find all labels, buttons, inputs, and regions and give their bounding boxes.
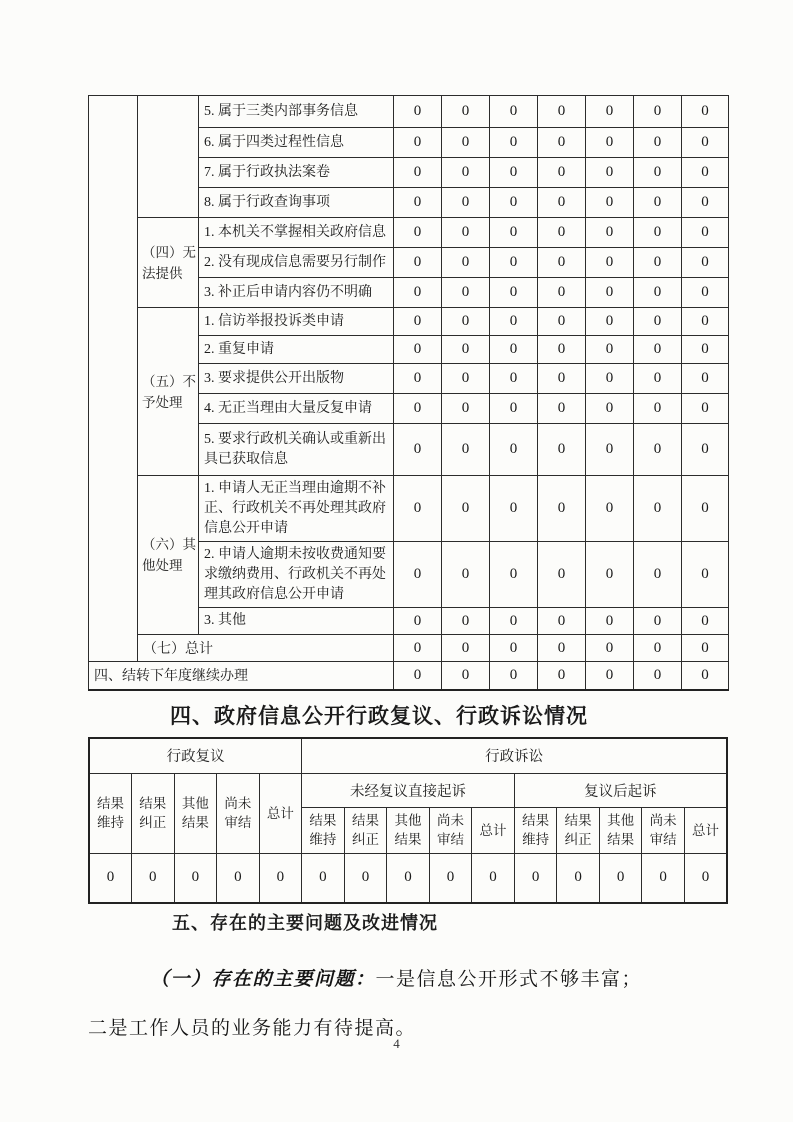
value-cell: 0 [442,308,490,336]
value-cell: 0 [682,188,729,218]
value-cell: 0 [634,278,682,308]
value-cell: 0 [682,96,729,128]
value-cell: 0 [490,218,538,248]
value-cell: 0 [557,853,600,903]
value-cell: 0 [394,218,442,248]
value-cell: 0 [387,853,430,903]
sub-group-header-row [89,773,727,807]
value-cell: 0 [490,364,538,394]
value-cell: 0 [634,308,682,336]
value-cell: 0 [634,188,682,218]
table-row [89,96,729,128]
value-cell: 0 [394,336,442,364]
value-cell: 0 [586,635,634,662]
value-cell: 0 [490,336,538,364]
value-cell: 0 [586,218,634,248]
row-label: 4. 无正当理由大量反复申请 [199,394,394,424]
value-cell: 0 [394,158,442,188]
value-cell: 0 [538,218,586,248]
value-cell: 0 [586,188,634,218]
row-label: 8. 属于行政查询事项 [199,188,394,218]
value-cell: 0 [682,336,729,364]
value-cell: 0 [394,248,442,278]
value-cell: 0 [538,336,586,364]
value-cell: 0 [442,394,490,424]
sub-header-cell: 其他结果 [387,807,430,853]
value-cell: 0 [538,278,586,308]
value-cell: 0 [642,853,685,903]
sub-header-cell: 结果维持 [302,807,345,853]
value-cell: 0 [490,128,538,158]
value-cell: 0 [490,608,538,635]
section-4-heading: 四、政府信息公开行政复议、行政诉讼情况 [170,705,588,728]
value-cell: 0 [634,394,682,424]
row-label: 1. 申请人无正当理由逾期不补正、行政机关不再处理其政府信息公开申请 [199,476,394,542]
values-row [89,853,727,903]
row-label: 5. 要求行政机关确认或重新出具已获取信息 [199,424,394,476]
sub-header-cell: 结果纠正 [557,807,600,853]
value-cell: 0 [490,394,538,424]
value-cell: 0 [514,853,557,903]
value-cell: 0 [442,278,490,308]
value-cell: 0 [394,364,442,394]
value-cell: 0 [682,608,729,635]
value-cell: 0 [442,608,490,635]
value-cell: 0 [538,608,586,635]
value-cell: 0 [490,158,538,188]
value-cell: 0 [682,248,729,278]
value-cell: 0 [538,128,586,158]
value-cell: 0 [682,476,729,542]
value-cell: 0 [634,158,682,188]
table-row [89,218,729,248]
value-cell: 0 [586,336,634,364]
value-cell: 0 [442,476,490,542]
sub-header-cell: 总计 [259,773,302,853]
value-cell: 0 [682,662,729,690]
row-label: 7. 属于行政执法案卷 [199,158,394,188]
value-cell: 0 [394,476,442,542]
value-cell: 0 [586,394,634,424]
value-cell: 0 [634,336,682,364]
value-cell: 0 [538,158,586,188]
value-cell: 0 [634,128,682,158]
value-cell: 0 [490,278,538,308]
table-row-total [89,635,729,662]
value-cell: 0 [394,278,442,308]
value-cell: 0 [394,394,442,424]
sub-header-cell: 尚未审结 [642,807,685,853]
value-cell: 0 [682,424,729,476]
value-cell: 0 [490,308,538,336]
value-cell: 0 [442,336,490,364]
value-cell: 0 [394,188,442,218]
value-cell: 0 [259,853,302,903]
value-cell: 0 [442,635,490,662]
table-row [89,308,729,336]
value-cell: 0 [394,542,442,608]
row-label: 1. 信访举报投诉类申请 [199,308,394,336]
row-label: 3. 其他 [199,608,394,635]
value-cell: 0 [586,158,634,188]
value-cell: 0 [394,635,442,662]
value-cell: 0 [490,424,538,476]
value-cell: 0 [634,608,682,635]
value-cell: 0 [344,853,387,903]
value-cell: 0 [442,364,490,394]
sub-header-cell: 尚未审结 [429,807,472,853]
row-label: 3. 补正后申请内容仍不明确 [199,278,394,308]
value-cell: 0 [586,608,634,635]
empty-category-cell [138,96,199,218]
sub-header-cell: 其他结果 [174,773,217,853]
value-cell: 0 [586,542,634,608]
value-cell: 0 [682,364,729,394]
category-cell-other-handling: （六）其他处理 [138,476,199,635]
value-cell: 0 [394,608,442,635]
value-cell: 0 [634,635,682,662]
value-cell: 0 [217,853,260,903]
value-cell: 0 [538,424,586,476]
issues-lead-label: （一）存在的主要问题： [150,969,376,990]
value-cell: 0 [429,853,472,903]
issues-text-1: 一是信息公开形式不够丰富； [375,969,643,990]
row-label: 2. 没有现成信息需要另行制作 [199,248,394,278]
row-label: 2. 重复申请 [199,336,394,364]
value-cell: 0 [634,96,682,128]
value-cell: 0 [586,128,634,158]
litigation-group-header: 行政诉讼 [302,738,727,773]
sub-header-cell: 结果纠正 [132,773,175,853]
value-cell: 0 [538,308,586,336]
value-cell: 0 [634,218,682,248]
value-cell: 0 [442,424,490,476]
value-cell: 0 [472,853,515,903]
value-cell: 0 [490,248,538,278]
value-cell: 0 [538,364,586,394]
group-header-row [89,738,727,773]
row-label: 1. 本机关不掌握相关政府信息 [199,218,394,248]
value-cell: 0 [490,635,538,662]
section-5-heading: 五、存在的主要问题及改进情况 [172,913,438,933]
table-row [89,476,729,542]
review-litigation-table [88,737,728,904]
value-cell: 0 [490,476,538,542]
value-cell: 0 [538,662,586,690]
value-cell: 0 [302,853,345,903]
value-cell: 0 [394,662,442,690]
category-cell-unable-to-provide: （四）无法提供 [138,218,199,308]
value-cell: 0 [538,635,586,662]
carryover-row-label: 四、结转下年度继续办理 [89,662,394,690]
value-cell: 0 [586,364,634,394]
applications-table-continuation [88,95,729,691]
value-cell: 0 [132,853,175,903]
row-label: 5. 属于三类内部事务信息 [199,96,394,128]
value-cell: 0 [490,662,538,690]
value-cell: 0 [634,476,682,542]
value-cell: 0 [442,96,490,128]
total-row-label: （七）总计 [138,635,394,662]
value-cell: 0 [682,218,729,248]
value-cell: 0 [586,476,634,542]
value-cell: 0 [538,188,586,218]
sub-header-cell: 结果维持 [514,807,557,853]
empty-spanner-cell [89,96,138,662]
value-cell: 0 [682,158,729,188]
row-label: 3. 要求提供公开出版物 [199,364,394,394]
value-cell: 0 [490,96,538,128]
value-cell: 0 [586,662,634,690]
value-cell: 0 [442,542,490,608]
row-label: 2. 申请人逾期未按收费通知要求缴纳费用、行政机关不再处理其政府信息公开申请 [199,542,394,608]
value-cell: 0 [442,662,490,690]
value-cell: 0 [538,248,586,278]
value-cell: 0 [442,248,490,278]
value-cell: 0 [442,218,490,248]
value-cell: 0 [394,424,442,476]
sub-header-cell: 结果维持 [89,773,132,853]
issues-text-2: 二是工作人员的业务能力有待提高。 [88,1018,417,1039]
sub-header-cell: 其他结果 [599,807,642,853]
value-cell: 0 [599,853,642,903]
value-cell: 0 [586,248,634,278]
value-cell: 0 [442,188,490,218]
issues-paragraph-1 [88,966,738,993]
value-cell: 0 [634,248,682,278]
table-row-carryover [89,662,729,690]
value-cell: 0 [586,424,634,476]
value-cell: 0 [682,635,729,662]
value-cell: 0 [538,476,586,542]
value-cell: 0 [684,853,727,903]
value-cell: 0 [442,128,490,158]
value-cell: 0 [538,542,586,608]
sub-header-cell: 总计 [472,807,515,853]
value-cell: 0 [538,394,586,424]
value-cell: 0 [682,308,729,336]
value-cell: 0 [634,542,682,608]
value-cell: 0 [682,394,729,424]
value-cell: 0 [442,158,490,188]
row-label: 6. 属于四类过程性信息 [199,128,394,158]
value-cell: 0 [586,308,634,336]
value-cell: 0 [586,96,634,128]
value-cell: 0 [634,424,682,476]
value-cell: 0 [89,853,132,903]
direct-suit-header: 未经复议直接起诉 [302,773,515,807]
sub-header-cell: 尚未审结 [217,773,260,853]
page-number: 4 [393,1036,400,1051]
category-cell-not-processed: （五）不予处理 [138,308,199,476]
review-group-header: 行政复议 [89,738,302,773]
value-cell: 0 [490,542,538,608]
post-review-suit-header: 复议后起诉 [514,773,727,807]
value-cell: 0 [174,853,217,903]
value-cell: 0 [394,96,442,128]
value-cell: 0 [682,278,729,308]
value-cell: 0 [490,188,538,218]
value-cell: 0 [394,128,442,158]
value-cell: 0 [538,96,586,128]
value-cell: 0 [586,278,634,308]
value-cell: 0 [394,308,442,336]
sub-header-cell: 结果纠正 [344,807,387,853]
value-cell: 0 [634,662,682,690]
value-cell: 0 [682,128,729,158]
sub-header-cell: 总计 [684,807,727,853]
value-cell: 0 [634,364,682,394]
value-cell: 0 [682,542,729,608]
